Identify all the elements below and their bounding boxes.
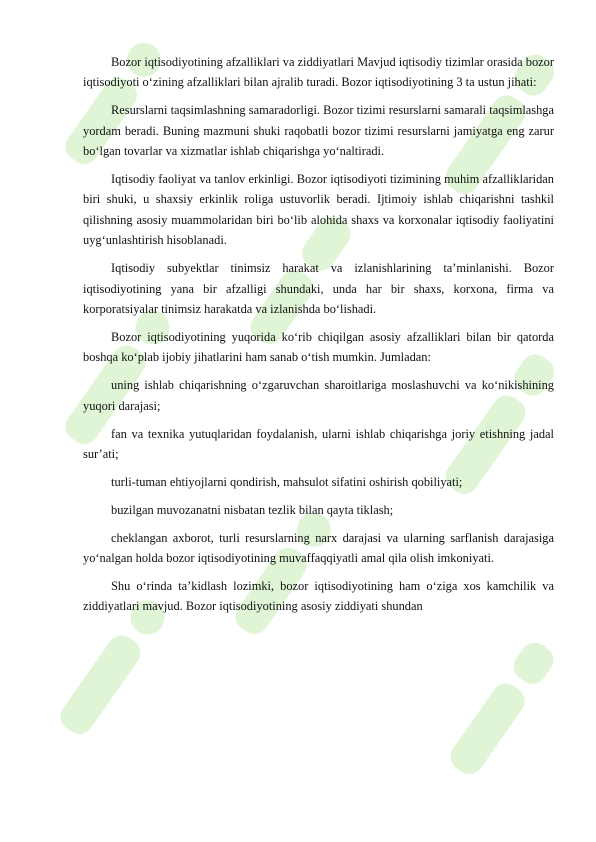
list-item: fan va texnika yutuqlaridan foydalanish, ularni ishlab chiqarishga joriy etishning jadal sur’ati; bbox=[83, 426, 554, 461]
paragraph: Resurslarni taqsimlashning samaradorligi. Bozor tizimi resurslarni samarali taqsimlashga yordam beradi. Buning mazmuni shuki raqobatli bozor tizimi resurslarni jamiyatga eng zarur bo‘lgan tovarlar va xizmatlar ishlab chiqarishga yo‘naltiradi. bbox=[83, 103, 554, 159]
paragraph: Bozor iqtisodiyotining yuqorida ko‘rib chiqilgan asosiy afzalliklari bilan bir qatorda boshqa ko‘plab ijobiy jihatlarini ham sanab o‘tish mumkin. Jumladan: bbox=[83, 329, 554, 365]
list-item: turli-tuman ehtiyojlarni qondirish, mahsulot sifatini oshirish qobiliyati; bbox=[111, 474, 463, 489]
list-item: uning ishlab chiqarishning o‘zgaruvchan sharoitlariga moslashuvchi va ko‘nikishining yuqori darajasi; bbox=[83, 378, 554, 413]
list-item: cheklangan axborot, turli resurslarning narx darajasi va ularning sarflanish darajasiga yo‘nalgan holda bozor iqtisodiyotining muvaffaqqiyatli amal qila olish imkoniyati. bbox=[83, 530, 554, 566]
list-item: buzilgan muvozanatni nisbatan tezlik bilan qayta tiklash; bbox=[111, 502, 394, 517]
paragraph: Bozor iqtisodiyotining afzalliklari va ziddiyatlari Mavjud iqtisodiy tizimlar orasida bozor iqtisodiyoti o‘zining afzalliklari bilan ajralib turadi. Bozor iqtisodiyotining 3 ta ustun jihati: bbox=[83, 55, 554, 90]
paragraph: Shu o‘rinda ta’kidlash lozimki, bozor iqtisodiyotining ham o‘ziga xos kamchilik va ziddiyatlari mavjud. Bozor iqtisodiyotining asosiy ziddiyati shundan bbox=[83, 578, 554, 614]
paragraph: Iqtisodiy subyektlar tinimsiz harakat va izlanishlarining ta’minlanishi. Bozor iqtisodiyotining yana bir afzalligi shundaki, unda har bir shaxs, korxona, firma va korporatsiyalar tinimsiz harakatda va izlanishda bo‘lishadi. bbox=[83, 261, 554, 316]
paragraph: Iqtisodiy faoliyat va tanlov erkinligi. Bozor iqtisodiyoti tizimining muhim afzalliklaridan biri shuki, u shaxsiy erkinlik roliga ustuvorlik beradi. Ijtimoiy ishlab chiqarishni tashkil qilishning asosiy muammolaridan biri bo‘lib alohida shaxs va korxonalar iqtisodiy faoliyatini uyg‘unlashtirish hisoblanadi. bbox=[83, 172, 554, 248]
document-body bbox=[83, 52, 554, 624]
